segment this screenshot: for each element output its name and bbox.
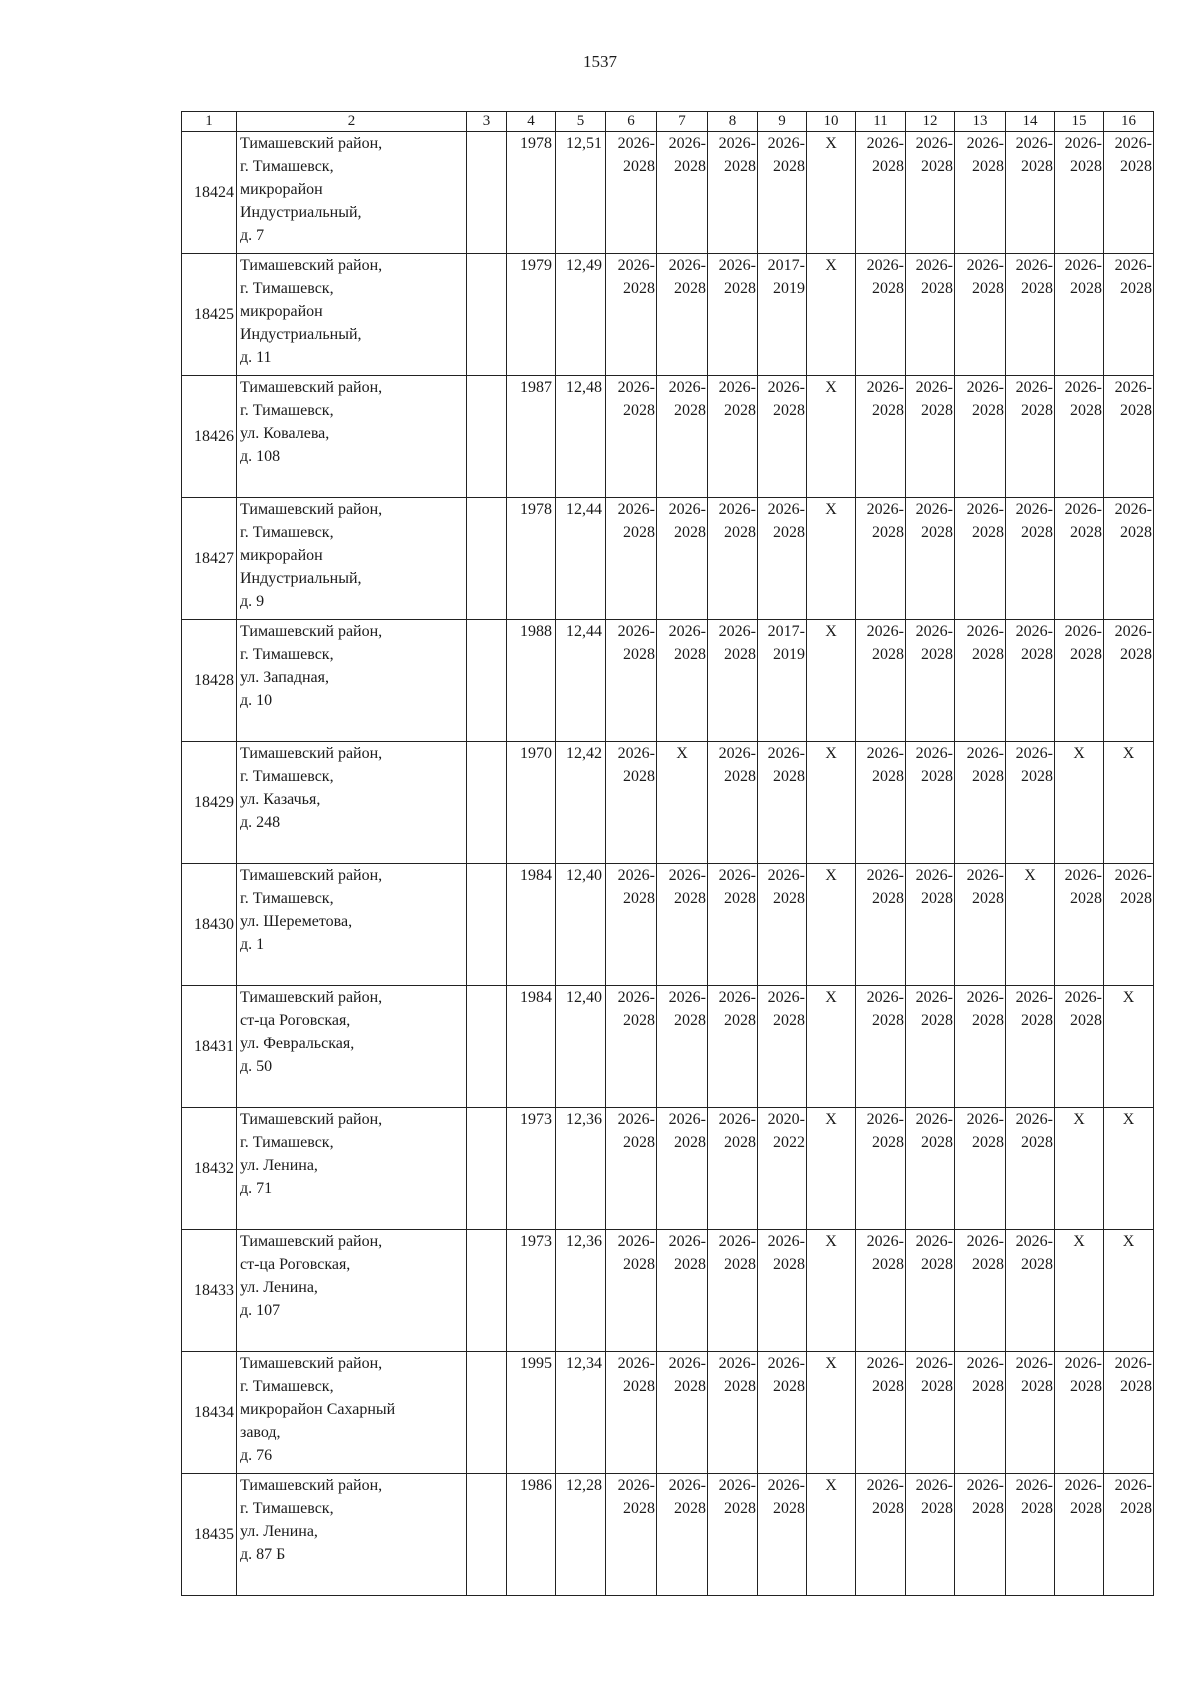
period-cell: 2020- 2022 bbox=[758, 1108, 807, 1230]
column-number-2: 2 bbox=[237, 112, 467, 132]
period-cell: 2026- 2028 bbox=[955, 1474, 1006, 1596]
period-cell: X bbox=[807, 864, 856, 986]
period-cell: 2026- 2028 bbox=[708, 132, 758, 254]
period-cell: 2026- 2028 bbox=[1006, 1108, 1055, 1230]
period-cell: X bbox=[807, 1230, 856, 1352]
address-cell: Тимашевский район, г. Тимашевск, микрорайон Индустриальный, д. 9 bbox=[237, 498, 467, 620]
period-cell: 2026- 2028 bbox=[758, 864, 807, 986]
table-row bbox=[182, 742, 1154, 864]
page-number: 1537 bbox=[583, 52, 617, 71]
row-number: 18426 bbox=[182, 376, 237, 498]
period-cell: 2026- 2028 bbox=[657, 498, 708, 620]
period-cell: X bbox=[1104, 1230, 1154, 1352]
year-cell: 1973 bbox=[507, 1230, 556, 1352]
table-row bbox=[182, 254, 1154, 376]
period-cell: 2026- 2028 bbox=[906, 986, 955, 1108]
column-3-cell bbox=[467, 864, 507, 986]
period-cell: 2026- 2028 bbox=[1055, 1474, 1104, 1596]
period-cell: 2026- 2028 bbox=[606, 1474, 657, 1596]
period-cell: 2026- 2028 bbox=[856, 742, 906, 864]
address-cell: Тимашевский район, г. Тимашевск, микрорайон Индустриальный, д. 11 bbox=[237, 254, 467, 376]
address-cell: Тимашевский район, ст-ца Роговская, ул. Ленина, д. 107 bbox=[237, 1230, 467, 1352]
period-cell: 2026- 2028 bbox=[606, 742, 657, 864]
period-cell: X bbox=[1104, 742, 1154, 864]
period-cell: 2026- 2028 bbox=[606, 498, 657, 620]
column-number-16: 16 bbox=[1104, 112, 1154, 132]
column-number-row bbox=[182, 112, 1154, 132]
period-cell: 2026- 2028 bbox=[906, 254, 955, 376]
period-cell: 2026- 2028 bbox=[758, 376, 807, 498]
period-cell: 2026- 2028 bbox=[1104, 1352, 1154, 1474]
period-cell: 2026- 2028 bbox=[906, 620, 955, 742]
period-cell: 2026- 2028 bbox=[758, 498, 807, 620]
period-cell: X bbox=[807, 986, 856, 1108]
period-cell: 2026- 2028 bbox=[1006, 498, 1055, 620]
column-number-14: 14 bbox=[1006, 112, 1055, 132]
period-cell: X bbox=[1055, 1108, 1104, 1230]
area-cell: 12,44 bbox=[556, 620, 606, 742]
address-cell: Тимашевский район, г. Тимашевск, ул. Ленина, д. 87 Б bbox=[237, 1474, 467, 1596]
column-3-cell bbox=[467, 986, 507, 1108]
year-cell: 1979 bbox=[507, 254, 556, 376]
address-cell: Тимашевский район, ст-ца Роговская, ул. Февральская, д. 50 bbox=[237, 986, 467, 1108]
row-number: 18431 bbox=[182, 986, 237, 1108]
period-cell: 2026- 2028 bbox=[1055, 864, 1104, 986]
period-cell: 2026- 2028 bbox=[955, 986, 1006, 1108]
period-cell: X bbox=[807, 254, 856, 376]
period-cell: 2026- 2028 bbox=[758, 1474, 807, 1596]
period-cell: 2026- 2028 bbox=[906, 1474, 955, 1596]
period-cell: 2026- 2028 bbox=[1055, 376, 1104, 498]
period-cell: 2026- 2028 bbox=[955, 376, 1006, 498]
row-number: 18434 bbox=[182, 1352, 237, 1474]
period-cell: 2026- 2028 bbox=[1055, 498, 1104, 620]
period-cell: 2026- 2028 bbox=[606, 1352, 657, 1474]
period-cell: 2026- 2028 bbox=[606, 132, 657, 254]
column-number-13: 13 bbox=[955, 112, 1006, 132]
period-cell: 2026- 2028 bbox=[708, 1352, 758, 1474]
year-cell: 1988 bbox=[507, 620, 556, 742]
period-cell: 2026- 2028 bbox=[758, 1230, 807, 1352]
table-row bbox=[182, 1352, 1154, 1474]
period-cell: 2026- 2028 bbox=[657, 132, 708, 254]
period-cell: 2026- 2028 bbox=[657, 254, 708, 376]
period-cell: 2026- 2028 bbox=[906, 376, 955, 498]
period-cell: 2026- 2028 bbox=[708, 864, 758, 986]
period-cell: 2026- 2028 bbox=[1055, 620, 1104, 742]
address-cell: Тимашевский район, г. Тимашевск, ул. Казачья, д. 248 bbox=[237, 742, 467, 864]
area-cell: 12,34 bbox=[556, 1352, 606, 1474]
period-cell: 2026- 2028 bbox=[1055, 986, 1104, 1108]
column-3-cell bbox=[467, 376, 507, 498]
period-cell: 2026- 2028 bbox=[955, 1352, 1006, 1474]
period-cell: 2026- 2028 bbox=[856, 1474, 906, 1596]
period-cell: 2026- 2028 bbox=[606, 254, 657, 376]
period-cell: 2026- 2028 bbox=[657, 1230, 708, 1352]
column-3-cell bbox=[467, 620, 507, 742]
period-cell: 2026- 2028 bbox=[856, 986, 906, 1108]
period-cell: 2026- 2028 bbox=[657, 1474, 708, 1596]
table-row bbox=[182, 986, 1154, 1108]
period-cell: 2026- 2028 bbox=[906, 1108, 955, 1230]
period-cell: 2026- 2028 bbox=[856, 1108, 906, 1230]
period-cell: X bbox=[1104, 1108, 1154, 1230]
period-cell: 2017- 2019 bbox=[758, 620, 807, 742]
period-cell: 2026- 2028 bbox=[1104, 498, 1154, 620]
table-row bbox=[182, 620, 1154, 742]
column-number-10: 10 bbox=[807, 112, 856, 132]
table-row bbox=[182, 864, 1154, 986]
column-number-1: 1 bbox=[182, 112, 237, 132]
year-cell: 1987 bbox=[507, 376, 556, 498]
area-cell: 12,36 bbox=[556, 1108, 606, 1230]
column-3-cell bbox=[467, 254, 507, 376]
period-cell: 2026- 2028 bbox=[955, 742, 1006, 864]
period-cell: 2026- 2028 bbox=[1006, 254, 1055, 376]
area-cell: 12,44 bbox=[556, 498, 606, 620]
period-cell: 2026- 2028 bbox=[856, 498, 906, 620]
period-cell: 2017- 2019 bbox=[758, 254, 807, 376]
address-cell: Тимашевский район, г. Тимашевск, ул. Ленина, д. 71 bbox=[237, 1108, 467, 1230]
period-cell: 2026- 2028 bbox=[1104, 1474, 1154, 1596]
period-cell: 2026- 2028 bbox=[708, 1230, 758, 1352]
period-cell: 2026- 2028 bbox=[758, 986, 807, 1108]
period-cell: 2026- 2028 bbox=[708, 742, 758, 864]
year-cell: 1984 bbox=[507, 986, 556, 1108]
year-cell: 1978 bbox=[507, 132, 556, 254]
period-cell: 2026- 2028 bbox=[708, 986, 758, 1108]
period-cell: 2026- 2028 bbox=[1006, 742, 1055, 864]
row-number: 18432 bbox=[182, 1108, 237, 1230]
row-number: 18425 bbox=[182, 254, 237, 376]
period-cell: 2026- 2028 bbox=[1006, 376, 1055, 498]
period-cell: X bbox=[807, 1108, 856, 1230]
period-cell: 2026- 2028 bbox=[657, 620, 708, 742]
period-cell: 2026- 2028 bbox=[1006, 986, 1055, 1108]
period-cell: 2026- 2028 bbox=[856, 132, 906, 254]
period-cell: 2026- 2028 bbox=[1055, 132, 1104, 254]
period-cell: 2026- 2028 bbox=[708, 498, 758, 620]
period-cell: 2026- 2028 bbox=[1104, 376, 1154, 498]
register-table bbox=[181, 111, 1154, 1596]
column-number-9: 9 bbox=[758, 112, 807, 132]
period-cell: 2026- 2028 bbox=[1006, 1230, 1055, 1352]
period-cell: 2026- 2028 bbox=[1055, 254, 1104, 376]
period-cell: 2026- 2028 bbox=[1006, 132, 1055, 254]
row-number: 18427 bbox=[182, 498, 237, 620]
area-cell: 12,49 bbox=[556, 254, 606, 376]
period-cell: 2026- 2028 bbox=[657, 864, 708, 986]
column-3-cell bbox=[467, 1474, 507, 1596]
period-cell: 2026- 2028 bbox=[606, 620, 657, 742]
table-row bbox=[182, 498, 1154, 620]
table-row bbox=[182, 376, 1154, 498]
period-cell: 2026- 2028 bbox=[708, 254, 758, 376]
period-cell: 2026- 2028 bbox=[906, 1352, 955, 1474]
period-cell: 2026- 2028 bbox=[906, 1230, 955, 1352]
column-3-cell bbox=[467, 1108, 507, 1230]
period-cell: X bbox=[807, 620, 856, 742]
row-number: 18430 bbox=[182, 864, 237, 986]
year-cell: 1984 bbox=[507, 864, 556, 986]
column-number-6: 6 bbox=[606, 112, 657, 132]
period-cell: 2026- 2028 bbox=[856, 254, 906, 376]
period-cell: 2026- 2028 bbox=[657, 1352, 708, 1474]
column-number-8: 8 bbox=[708, 112, 758, 132]
period-cell: 2026- 2028 bbox=[856, 1352, 906, 1474]
period-cell: X bbox=[1006, 864, 1055, 986]
period-cell: 2026- 2028 bbox=[657, 376, 708, 498]
period-cell: 2026- 2028 bbox=[708, 1474, 758, 1596]
column-number-4: 4 bbox=[507, 112, 556, 132]
period-cell: 2026- 2028 bbox=[906, 742, 955, 864]
period-cell: 2026- 2028 bbox=[708, 620, 758, 742]
table-row bbox=[182, 1474, 1154, 1596]
year-cell: 1973 bbox=[507, 1108, 556, 1230]
period-cell: 2026- 2028 bbox=[856, 864, 906, 986]
period-cell: 2026- 2028 bbox=[856, 620, 906, 742]
row-number: 18428 bbox=[182, 620, 237, 742]
column-number-15: 15 bbox=[1055, 112, 1104, 132]
period-cell: 2026- 2028 bbox=[1104, 864, 1154, 986]
period-cell: 2026- 2028 bbox=[955, 1230, 1006, 1352]
period-cell: 2026- 2028 bbox=[1104, 620, 1154, 742]
year-cell: 1995 bbox=[507, 1352, 556, 1474]
area-cell: 12,36 bbox=[556, 1230, 606, 1352]
period-cell: 2026- 2028 bbox=[1006, 1474, 1055, 1596]
area-cell: 12,42 bbox=[556, 742, 606, 864]
period-cell: 2026- 2028 bbox=[708, 1108, 758, 1230]
address-cell: Тимашевский район, г. Тимашевск, ул. Западная, д. 10 bbox=[237, 620, 467, 742]
period-cell: 2026- 2028 bbox=[657, 986, 708, 1108]
column-3-cell bbox=[467, 498, 507, 620]
column-number-3: 3 bbox=[467, 112, 507, 132]
period-cell: 2026- 2028 bbox=[1104, 132, 1154, 254]
period-cell: 2026- 2028 bbox=[1006, 1352, 1055, 1474]
row-number: 18435 bbox=[182, 1474, 237, 1596]
period-cell: 2026- 2028 bbox=[758, 742, 807, 864]
period-cell: 2026- 2028 bbox=[1006, 620, 1055, 742]
period-cell: 2026- 2028 bbox=[906, 132, 955, 254]
period-cell: 2026- 2028 bbox=[906, 864, 955, 986]
table-row bbox=[182, 1108, 1154, 1230]
address-cell: Тимашевский район, г. Тимашевск, ул. Шереметова, д. 1 bbox=[237, 864, 467, 986]
row-number: 18433 bbox=[182, 1230, 237, 1352]
period-cell: 2026- 2028 bbox=[906, 498, 955, 620]
period-cell: 2026- 2028 bbox=[708, 376, 758, 498]
table-row bbox=[182, 132, 1154, 254]
period-cell: X bbox=[1055, 742, 1104, 864]
period-cell: X bbox=[807, 1474, 856, 1596]
period-cell: 2026- 2028 bbox=[606, 1230, 657, 1352]
period-cell: X bbox=[807, 742, 856, 864]
table-body bbox=[182, 112, 1154, 1596]
year-cell: 1986 bbox=[507, 1474, 556, 1596]
row-number: 18424 bbox=[182, 132, 237, 254]
period-cell: 2026- 2028 bbox=[955, 620, 1006, 742]
row-number: 18429 bbox=[182, 742, 237, 864]
period-cell: X bbox=[807, 498, 856, 620]
period-cell: 2026- 2028 bbox=[1055, 1352, 1104, 1474]
period-cell: 2026- 2028 bbox=[955, 254, 1006, 376]
period-cell: 2026- 2028 bbox=[955, 864, 1006, 986]
column-3-cell bbox=[467, 742, 507, 864]
area-cell: 12,40 bbox=[556, 986, 606, 1108]
column-3-cell bbox=[467, 1230, 507, 1352]
column-3-cell bbox=[467, 1352, 507, 1474]
table-row bbox=[182, 1230, 1154, 1352]
column-3-cell bbox=[467, 132, 507, 254]
period-cell: 2026- 2028 bbox=[606, 864, 657, 986]
year-cell: 1970 bbox=[507, 742, 556, 864]
period-cell: X bbox=[1055, 1230, 1104, 1352]
period-cell: 2026- 2028 bbox=[606, 376, 657, 498]
column-number-11: 11 bbox=[856, 112, 906, 132]
period-cell: 2026- 2028 bbox=[606, 986, 657, 1108]
address-cell: Тимашевский район, г. Тимашевск, микрорайон Сахарный завод, д. 76 bbox=[237, 1352, 467, 1474]
period-cell: 2026- 2028 bbox=[955, 132, 1006, 254]
area-cell: 12,51 bbox=[556, 132, 606, 254]
address-cell: Тимашевский район, г. Тимашевск, микрорайон Индустриальный, д. 7 bbox=[237, 132, 467, 254]
period-cell: X bbox=[1104, 986, 1154, 1108]
period-cell: X bbox=[807, 1352, 856, 1474]
period-cell: X bbox=[807, 376, 856, 498]
year-cell: 1978 bbox=[507, 498, 556, 620]
column-number-12: 12 bbox=[906, 112, 955, 132]
column-number-7: 7 bbox=[657, 112, 708, 132]
period-cell: 2026- 2028 bbox=[955, 1108, 1006, 1230]
period-cell: 2026- 2028 bbox=[758, 132, 807, 254]
period-cell: 2026- 2028 bbox=[758, 1352, 807, 1474]
area-cell: 12,40 bbox=[556, 864, 606, 986]
area-cell: 12,28 bbox=[556, 1474, 606, 1596]
period-cell: 2026- 2028 bbox=[856, 376, 906, 498]
area-cell: 12,48 bbox=[556, 376, 606, 498]
period-cell: 2026- 2028 bbox=[856, 1230, 906, 1352]
period-cell: 2026- 2028 bbox=[606, 1108, 657, 1230]
address-cell: Тимашевский район, г. Тимашевск, ул. Ковалева, д. 108 bbox=[237, 376, 467, 498]
period-cell: X bbox=[657, 742, 708, 864]
period-cell: 2026- 2028 bbox=[955, 498, 1006, 620]
column-number-5: 5 bbox=[556, 112, 606, 132]
period-cell: X bbox=[807, 132, 856, 254]
period-cell: 2026- 2028 bbox=[657, 1108, 708, 1230]
period-cell: 2026- 2028 bbox=[1104, 254, 1154, 376]
